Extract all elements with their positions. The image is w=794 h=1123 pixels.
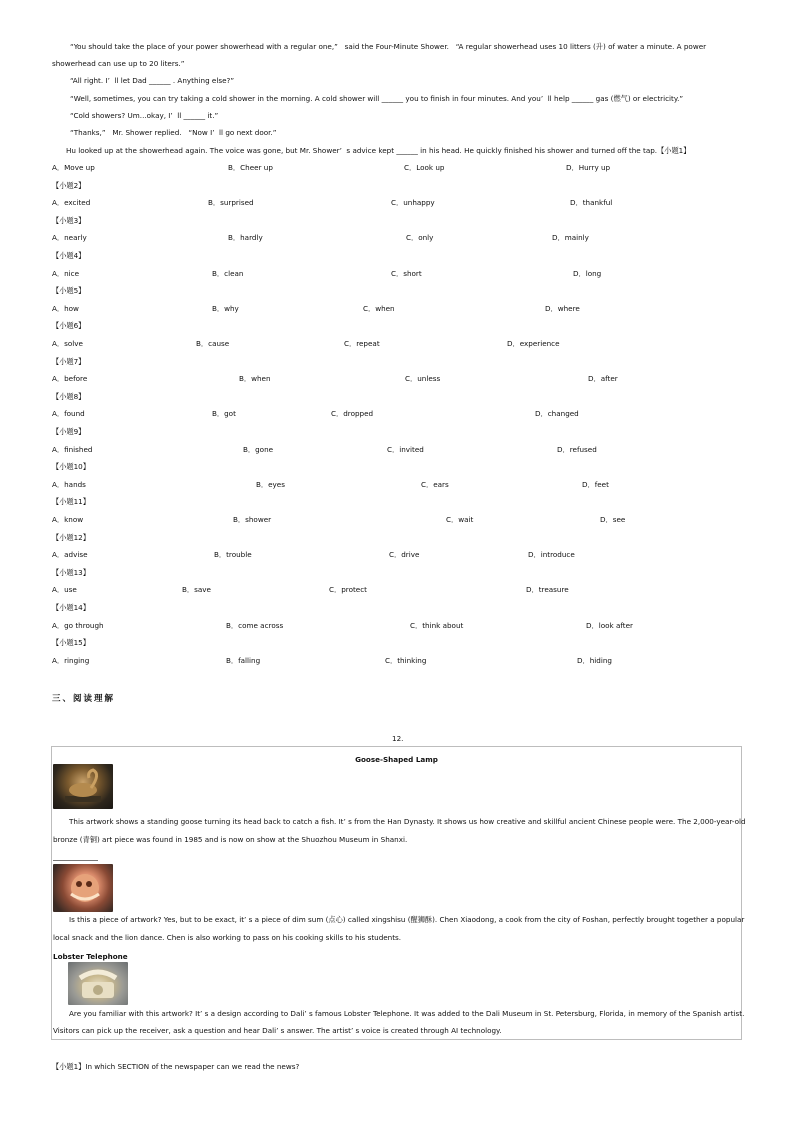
question-label: 【小题4】 [52,251,86,260]
question-label: 【小题6】 [52,321,86,331]
answer-option[interactable]: D．experience [507,339,560,348]
answer-option[interactable]: D．see [600,515,626,524]
passage-line: showerhead can use up to 20 liters.” [52,59,185,68]
answer-option[interactable]: A．hands [52,479,86,489]
paragraph-line: Visitors can pick up the receiver, ask a question and hear Dali’ s answer. The artist’ s voice is created through AI technology. [53,1026,502,1035]
answer-option[interactable]: A．how [52,303,79,313]
answer-option[interactable]: C．drive [389,550,420,560]
question-label: 【小题13】 [52,567,90,577]
paragraph-line: Are you familiar with this artwork? It’ s a design according to Dali’ s famous Lobster Telephone. It was added to the Dali Museum in St. Petersburg, Florida, in memory of the Spanish artist. [69,1009,745,1018]
answer-option[interactable]: C．wait [446,515,474,524]
answer-option[interactable]: D．mainly [552,233,589,243]
article-title: Goose-Shaped Lamp [355,755,438,764]
question-label: 【小题5】 [52,286,86,296]
passage-line: “You should take the place of your power showerhead with a regular one,” said the Four-Minute Shower. “A regular showerhead uses 10 litters (升) of water a minute. A power [70,42,707,51]
answer-option[interactable]: C．dropped [331,409,374,419]
answer-option[interactable]: A．go through [52,620,104,630]
question-label: 【小题10】 [52,462,90,472]
passage-line: “Thanks,” Mr. Shower replied. “Now I’ ll go next door.” [70,128,277,137]
answer-option[interactable]: C．unless [405,374,441,384]
answer-option[interactable]: C．unhappy [391,198,435,208]
passage-line: “Cold showers? Um...okay, I’ ll ______ it.” [70,111,219,120]
answer-option[interactable]: A．use [52,585,77,595]
answer-option[interactable]: B．why [212,303,239,313]
answer-option[interactable]: D．hiding [577,655,612,665]
paragraph-line: Is this a piece of artwork? Yes, but to be exact, it’ s a piece of dim sum (点心) called xingshisu (醒狮酥). Chen Xiaodong, a cook from the city of Foshan, perfectly brought together a popular [69,915,745,924]
lobster-telephone-image [68,962,128,1005]
answer-option[interactable]: A．nearly [52,233,87,243]
answer-option[interactable]: A．before [52,374,88,384]
question-label: 【小题3】 [52,215,86,225]
answer-option[interactable]: A．know [52,515,84,524]
question-label: 【小题12】 [52,532,90,542]
answer-option[interactable]: D．refused [557,444,597,454]
answer-option[interactable]: D．where [545,303,580,313]
answer-option[interactable]: D．look after [586,620,633,630]
answer-option[interactable]: D．treasure [526,585,569,595]
divider-line [53,860,98,861]
answer-option[interactable]: C．repeat [344,339,380,348]
paragraph-line: bronze (青铜) art piece was found in 1985 and is now on show at the Shuozhou Museum in Shanxi. [53,835,408,844]
answer-option[interactable]: B．surprised [208,198,254,208]
answer-option[interactable]: D．changed [535,409,579,419]
answer-option[interactable]: B．save [182,585,211,595]
question-label: 【小题11】 [52,497,90,507]
answer-option[interactable]: B．eyes [256,479,285,489]
question-label: 【小题9】 [52,427,86,436]
answer-option[interactable]: C．ears [421,479,449,489]
paragraph-line: This artwork shows a standing goose turning its head back to catch a fish. It’ s from the Han Dynasty. It shows us how creative and skillful ancient Chinese people were. The 2,000-year-old [69,817,746,826]
answer-option[interactable]: A．ringing [52,655,90,665]
answer-option[interactable]: C．Look up [404,163,445,172]
answer-option[interactable]: B．come across [226,620,284,630]
answer-option[interactable]: D．long [573,268,602,278]
answer-option[interactable]: D．feet [582,479,609,489]
answer-option[interactable]: A．finished [52,444,93,454]
question-label: 【小题15】 [52,638,90,648]
answer-option[interactable]: B．got [212,409,236,419]
passage-line: “All right. I’ ll let Dad ______ . Anything else?” [70,76,235,85]
question-label: 【小题14】 [52,603,90,612]
answer-option[interactable]: A．advise [52,550,88,560]
answer-option[interactable]: A．nice [52,268,80,278]
reading-box [51,746,746,1040]
answer-option[interactable]: D．introduce [528,550,575,560]
answer-option[interactable]: B．trouble [214,550,252,560]
answer-option[interactable]: C．invited [387,444,424,454]
passage-line: “Well, sometimes, you can try taking a cold shower in the morning. A cold shower will ______ you to finish in four minutes. And you’ ll help ______ gas (燃气) or electricity.” [70,94,684,103]
footer-question: 【小题1】In which SECTION of the newspaper can we read the news? [52,1062,300,1071]
answer-option[interactable]: B．falling [226,655,261,665]
answer-option[interactable]: B．clean [212,268,244,278]
question-number: 12. [392,734,404,743]
passage-line: Hu looked up at the showerhead again. The voice was gone, but Mr. Shower’ s advice kept ______ in his head. He quickly finished his shower and turned off the tap.【小题1】 [66,146,691,155]
answer-option[interactable]: B．Cheer up [228,163,273,172]
question-label: 【小题7】 [52,356,86,366]
answer-option[interactable]: D．after [588,374,618,384]
answer-option[interactable]: B．hardly [228,233,263,243]
answer-option[interactable]: C．think about [410,620,464,630]
paragraph-line: local snack and the lion dance. Chen is also working to pass on his cooking skills to his students. [53,933,402,942]
goose-lamp-image [53,764,113,809]
answer-option[interactable]: B．gone [243,444,274,454]
answer-option[interactable]: C．short [391,268,422,278]
answer-option[interactable]: A．Move up [52,163,95,172]
answer-option[interactable]: D．thankful [570,198,613,208]
question-label: 【小题2】 [52,180,86,190]
answer-option[interactable]: C．when [363,303,395,313]
answer-option[interactable]: A．excited [52,198,91,208]
answer-option[interactable]: C．only [406,233,434,243]
answer-option[interactable]: C．protect [329,585,367,595]
answer-option[interactable]: D．Hurry up [566,163,611,172]
section-heading: 三、阅读理解 [52,694,116,704]
answer-option[interactable]: B．cause [196,339,230,348]
answer-option[interactable]: C．thinking [385,655,427,665]
answer-option[interactable]: A．found [52,409,85,419]
answer-option[interactable]: B．shower [233,515,272,524]
answer-option[interactable]: A．solve [52,339,83,348]
section-subtitle: Lobster Telephone [53,952,128,961]
question-label: 【小题8】 [52,391,86,401]
answer-option[interactable]: B．when [239,374,271,384]
dim-sum-image [53,864,113,912]
